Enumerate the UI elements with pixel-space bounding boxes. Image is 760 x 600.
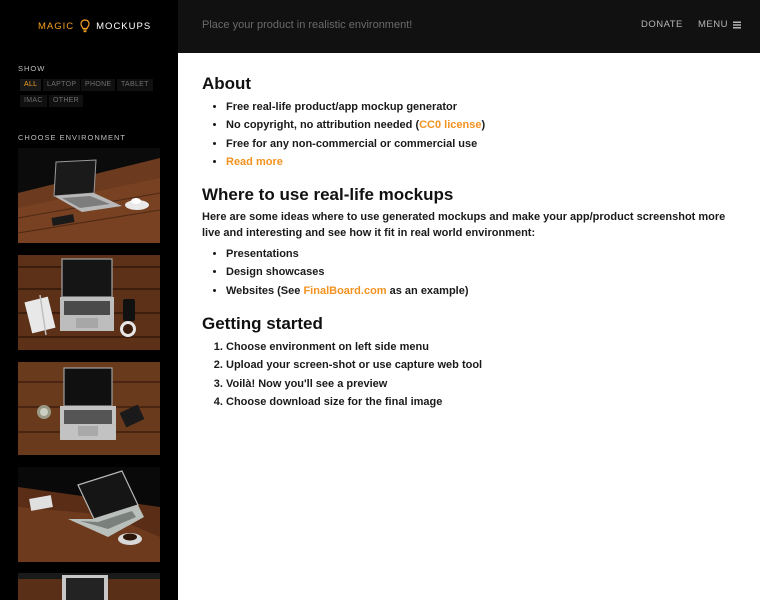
step-item: 3. Voilà! Now you'll see a preview (226, 375, 732, 393)
list-item: • No copyright, no attribution needed (CC0 license) (226, 116, 732, 134)
logo-word-magic: MAGIC (38, 20, 75, 32)
environment-thumbnail-laptop-with-glass[interactable] (18, 362, 160, 455)
filter-imac[interactable]: IMAC (20, 95, 47, 107)
about-list (226, 98, 732, 171)
choose-environment-heading: CHOOSE ENVIRONMENT (18, 133, 127, 142)
environment-thumbnail-laptop-partial[interactable] (18, 573, 160, 600)
list-item: • Websites (See FinalBoard.com as an example) (226, 282, 732, 300)
about-section (202, 74, 732, 171)
donate-link[interactable]: DONATE (641, 19, 683, 30)
list-item: • Free for any non-commercial or commercial use (226, 135, 732, 153)
filter-phone[interactable]: PHONE (81, 79, 115, 91)
logo[interactable] (38, 19, 151, 33)
top-header (178, 0, 760, 53)
menu-button[interactable] (698, 19, 741, 30)
list-item: • Free real-life product/app mockup generator (226, 98, 732, 116)
getting-started-title: Getting started (202, 314, 323, 334)
environment-thumbnail-laptop-on-table[interactable] (18, 148, 160, 243)
main-content (202, 74, 732, 425)
getting-started-steps (226, 338, 732, 411)
lightbulb-icon (79, 19, 91, 33)
show-heading: SHOW (18, 64, 46, 73)
list-item: • Design showcases (226, 263, 732, 281)
logo-word-mockups: MOCKUPS (96, 20, 152, 32)
filter-all[interactable]: ALL (20, 79, 41, 91)
list-item: • Presentations (226, 245, 732, 263)
step-item: 4. Choose download size for the final image (226, 393, 732, 411)
filter-other[interactable]: OTHER (49, 95, 83, 107)
tagline: Place your product in realistic environment! (202, 19, 413, 31)
sidebar (0, 0, 178, 600)
environment-thumbnail-laptop-on-desk[interactable] (18, 467, 160, 562)
environment-thumbnail-laptop-with-notebook[interactable] (18, 255, 160, 350)
step-item: 2. Upload your screen-shot or use capture web tool (226, 356, 732, 374)
where-to-use-title: Where to use real-life mockups (202, 185, 454, 205)
read-more-link[interactable]: Read more (226, 155, 283, 168)
hamburger-icon (733, 21, 741, 29)
where-to-use-list (226, 245, 732, 300)
about-title: About (202, 74, 252, 93)
filter-laptop[interactable]: LAPTOP (43, 79, 80, 91)
where-to-use-intro: Here are some ideas where to use generated mockups and make your app/product screenshot more live and interesting and see how it fit in real world environment: (202, 211, 726, 240)
where-to-use-section (202, 185, 732, 300)
filter-tablet[interactable]: TABLET (117, 79, 153, 91)
cc0-license-link[interactable]: CC0 license (419, 119, 482, 132)
list-item (226, 153, 732, 171)
finalboard-link[interactable]: FinalBoard.com (303, 284, 387, 297)
menu-label: MENU (698, 19, 728, 30)
step-item: 1. Choose environment on left side menu (226, 338, 732, 356)
getting-started-section (202, 314, 732, 411)
